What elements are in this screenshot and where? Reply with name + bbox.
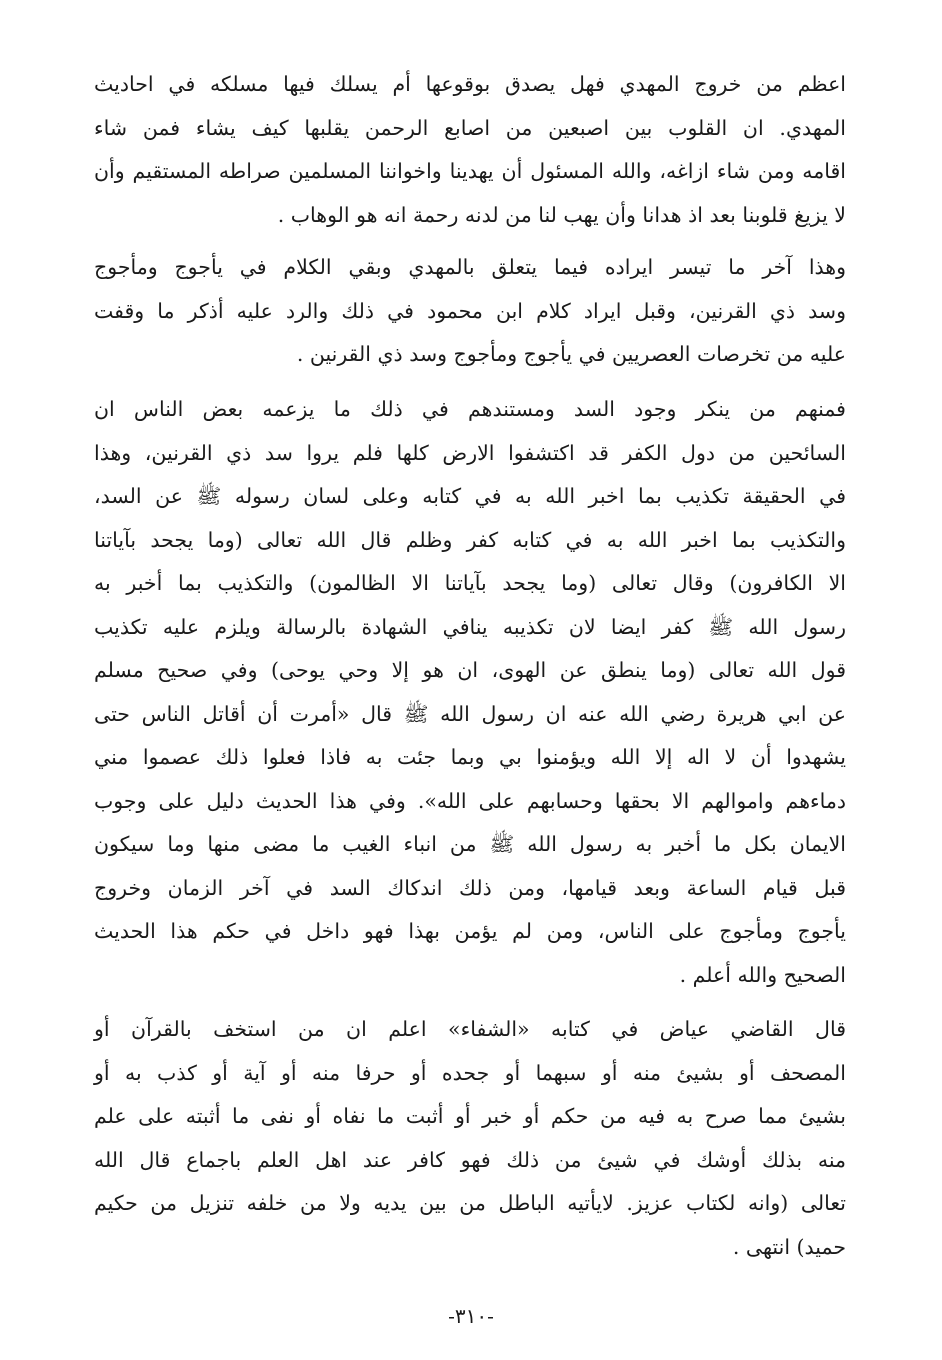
text-line: قال القاضي عياض في كتابه «الشفاء» اعلم ان من استخف بالقرآن أو <box>94 1017 846 1041</box>
text-line: رسول الله ﷺ كفر ايضا لان تكذيبه ينافي الشهادة بالرسالة ويلزم عليه تكذيب <box>94 614 846 639</box>
text-line: قبل قيام الساعة وبعد قيامها، ومن ذلك اندكاك السد في آخر الزمان وخروج <box>94 875 846 900</box>
text-line: حميد) انتهى . <box>732 1234 846 1259</box>
text-line: بشيئ مما صرح به فيه من حكم أو خبر أو أثبت ما نفاه أو نفى ما أثبته على علم <box>94 1104 846 1128</box>
text-line: لا يزيغ قلوبنا بعد اذ هدانا وأن يهب لنا من لدنه رحمة انه هو الوهاب . <box>277 202 846 227</box>
text-line: وسد ذي القرنين، وقبل ايراد كلام ابن محمود في ذلك والرد عليه أذكر ما وقفت <box>94 298 846 323</box>
text-line: الا الكافرون) وقال تعالى (وما يجحد بآياتنا الا الظالمون) والتكذيب بما أخبر به <box>94 571 846 595</box>
text-line: قول الله تعالى (وما ينطق عن الهوى، ان هو إلا وحي يوحى) وفي صحيح مسلم <box>94 658 846 682</box>
text-line: المصحف أو بشيئ منه أو سبهما أو جحده أو حرفا منه أو آية أو كذب به أو <box>94 1060 846 1085</box>
page-number: -٣١٠- <box>448 1304 494 1328</box>
text-line: تعالى (وانه لكتاب عزيز. لايأتيه الباطل من بين يديه ولا من خلفه تنزيل من حكيم <box>94 1191 846 1215</box>
text-line: عن ابي هريرة رضي الله عنه ان رسول الله ﷺ قال «أمرت أن أقاتل الناس حتى <box>94 701 846 726</box>
text-line: في الحقيقة تكذيب بما اخبر الله به في كتابه وعلى لسان رسوله ﷺ عن السد، <box>94 484 846 508</box>
text-line: المهدي. ان القلوب بين اصبعين من اصابع الرحمن يقلبها كيف يشاء فمن شاء <box>94 115 846 140</box>
paragraph-4 <box>94 1008 846 1269</box>
text-line: الايمان بكل ما أخبر به رسول الله ﷺ من انباء الغيب ما مضى منها وما سيكون <box>94 832 846 856</box>
text-line: الصحيح والله أعلم . <box>679 962 846 987</box>
text-line: يشهدوا أن لا اله إلا الله ويؤمنوا بي وبما جئت به فاذا فعلوا ذلك عصموا مني <box>94 745 846 769</box>
text-line: دماءهم واموالهم الا بحقها وحسابهم على الله». وفي هذا الحديث دليل على وجوب <box>94 788 846 813</box>
text-line: اعظم من خروج المهدي فهل يصدق بوقوعها أم يسلك فيها مسلكه في احاديث <box>94 72 846 96</box>
text-line: يأجوج ومأجوج على الناس، ومن لم يؤمن بهذا فهو داخل في حكم هذا الحديث <box>94 919 846 943</box>
text-line: فمنهم من ينكر وجود السد ومستندهم في ذلك ما يزعمه بعض الناس ان <box>94 397 846 421</box>
text-line: منه بذلك أوشك في شيئ من ذلك فهو كافر عند اهل العلم باجماع قال الله <box>94 1147 846 1172</box>
paragraph-1 <box>94 63 846 237</box>
paragraph-2 <box>94 246 846 377</box>
paragraph-3 <box>94 388 846 997</box>
text-line: والتكذيب بما اخبر الله به في كتابه كفر وظلم قال الله تعالى (وما يجحد بآياتنا <box>94 527 846 552</box>
text-line: عليه من تخرصات العصريين في يأجوج ومأجوج وسد ذي القرنين . <box>296 342 846 366</box>
text-line: السائحين من دول الكفر قد اكتشفوا الارض كلها فلم يروا سد ذي القرنين، وهذا <box>94 440 846 465</box>
text-line: اقامه ومن شاء ازاغه، والله المسئول أن يهدينا واخواننا المسلمين صراطه المستقيم وأن <box>94 159 846 183</box>
text-line: وهذا آخر ما تيسر ايراده فيما يتعلق بالمهدي وبقي الكلام في يأجوج ومأجوج <box>94 255 846 279</box>
